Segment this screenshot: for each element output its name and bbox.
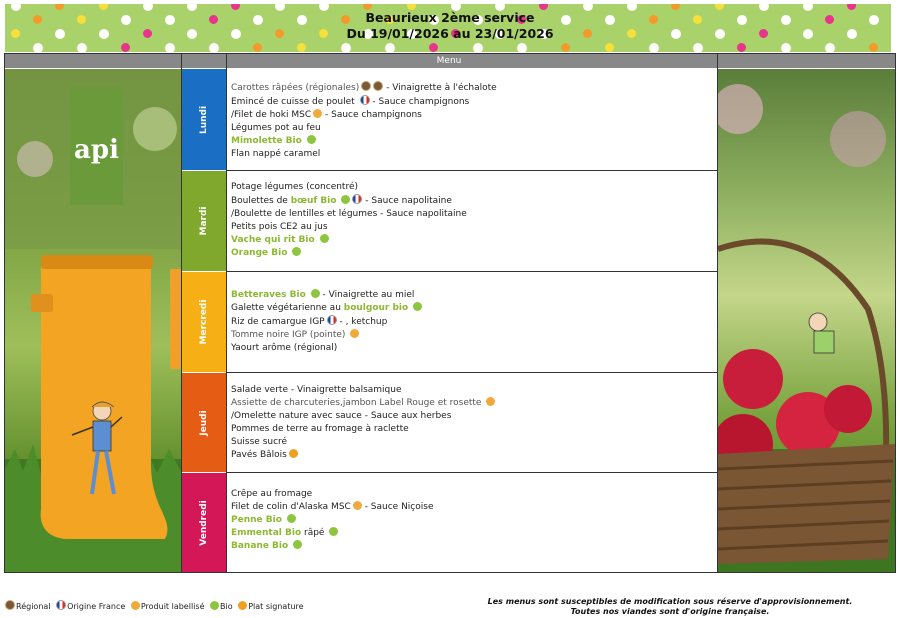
bio-icon bbox=[311, 289, 320, 298]
menu-item-text bbox=[408, 303, 411, 313]
menu-item bbox=[231, 234, 717, 247]
day-label-lundi: Lundi bbox=[182, 69, 226, 170]
page-title bbox=[0, 10, 900, 42]
legend-signature: Plat signature bbox=[248, 602, 304, 611]
menu-item bbox=[231, 488, 717, 501]
header-strip-right bbox=[718, 54, 895, 68]
decorative-dot bbox=[165, 43, 175, 52]
menu-item-text: Flan nappé caramel bbox=[231, 149, 321, 159]
menu-item-text: Galette végétarienne au bbox=[231, 303, 344, 313]
signature-icon bbox=[238, 601, 247, 610]
menu-item-text: Salade verte - Vinaigrette balsamique bbox=[231, 385, 402, 395]
menu-item bbox=[231, 342, 717, 355]
regional-icon bbox=[5, 600, 15, 610]
menu-item-text: - Sauce champignons bbox=[369, 97, 470, 107]
menu-item-text bbox=[481, 398, 484, 408]
decorative-dot bbox=[605, 43, 614, 52]
menu-item-text: Riz de camargue IGP bbox=[231, 317, 325, 327]
menu-item-text bbox=[282, 515, 285, 525]
menu-item bbox=[231, 109, 717, 122]
menu-item-text: Suisse sucré bbox=[231, 437, 288, 447]
menu-item-text: bœuf Bio bbox=[290, 196, 337, 206]
day-label-mardi: Mardi bbox=[182, 171, 226, 271]
menu-item-text: - Vinaigrette à l'échalote bbox=[383, 83, 497, 93]
menu-item-text: Emincé de cuisse de poulet bbox=[231, 97, 358, 107]
decorative-dot bbox=[561, 43, 570, 52]
menu-item-text: Potage légumes (concentré) bbox=[231, 182, 359, 192]
decorative-dot bbox=[737, 43, 746, 52]
decorative-dot bbox=[33, 43, 43, 52]
divider bbox=[181, 54, 182, 572]
decorative-dot bbox=[385, 43, 395, 52]
menu-item-text: Mimolette Bio bbox=[231, 136, 302, 146]
menu-item bbox=[231, 289, 717, 302]
decorative-dot bbox=[121, 43, 130, 52]
menu-item bbox=[231, 135, 717, 148]
menu-item bbox=[231, 501, 717, 514]
menu-item-text bbox=[288, 541, 291, 551]
menu-item-text: - Sauce champignons bbox=[322, 110, 422, 120]
menu-item bbox=[231, 247, 717, 260]
signature-icon bbox=[289, 449, 298, 458]
menu-item-text bbox=[345, 330, 348, 340]
legend bbox=[5, 600, 307, 611]
menu-cell-lundi bbox=[227, 69, 717, 171]
decorative-dot bbox=[473, 43, 483, 52]
france-flag-icon bbox=[360, 95, 370, 105]
menu-item bbox=[231, 527, 717, 540]
menu-item bbox=[231, 449, 717, 462]
menu-item-text: Emmental Bio bbox=[231, 528, 302, 538]
menu-cell-mardi bbox=[227, 171, 717, 272]
bio-icon bbox=[320, 234, 329, 243]
menu-item-text bbox=[302, 136, 305, 146]
menu-item-text: râpé bbox=[301, 528, 328, 538]
menu-item bbox=[231, 410, 717, 423]
menu-item bbox=[231, 540, 717, 553]
menu-item bbox=[231, 221, 717, 234]
bio-icon bbox=[329, 527, 338, 536]
menu-item-text bbox=[306, 290, 309, 300]
menu-item-text: boulgour bio bbox=[343, 303, 409, 313]
menu-item-text: - , ketchup bbox=[336, 317, 388, 327]
divider bbox=[717, 54, 718, 572]
header-strip-left bbox=[5, 54, 181, 68]
decorative-dot bbox=[781, 43, 791, 52]
label-icon bbox=[131, 601, 140, 610]
menu-item-text: Carottes râpées (régionales) bbox=[231, 83, 360, 93]
decorative-dot bbox=[649, 43, 659, 52]
menu-item-text: Pavés Bâlois bbox=[231, 450, 287, 460]
footer-note-line-1: Les menus sont susceptibles de modification sous réserve d'approvisionnement. bbox=[487, 597, 853, 606]
menu-item-text: Orange Bio bbox=[231, 248, 288, 258]
api-logo bbox=[70, 87, 123, 205]
day-label-vendredi: Vendredi bbox=[182, 473, 226, 572]
menu-item bbox=[231, 514, 717, 527]
menu-item-text: Assiette de charcuteries,jambon Label Rouge et rosette bbox=[231, 398, 482, 408]
footer-note-line-2: Toutes nos viandes sont d'origine française. bbox=[570, 607, 770, 616]
regional-icon bbox=[373, 81, 383, 91]
menu-item-text: Légumes pot au feu bbox=[231, 123, 321, 133]
legend-bio: Bio bbox=[220, 602, 233, 611]
decorative-dot bbox=[341, 43, 351, 52]
menu-item-text: Banane Bio bbox=[231, 541, 289, 551]
bio-icon bbox=[307, 135, 316, 144]
menu-item bbox=[231, 181, 717, 194]
menu-item bbox=[231, 384, 717, 397]
france-flag-icon bbox=[56, 600, 66, 610]
menu-item bbox=[231, 329, 717, 342]
bio-icon bbox=[293, 540, 302, 549]
menu-cell-mercredi bbox=[227, 272, 717, 373]
menu-item bbox=[231, 81, 717, 95]
decorative-dot bbox=[869, 43, 878, 52]
menu-item-text: Pommes de terre au fromage à raclette bbox=[231, 424, 409, 434]
menu-item-text: Penne Bio bbox=[231, 515, 282, 525]
child-illustration-icon bbox=[60, 399, 135, 509]
bio-icon bbox=[210, 601, 219, 610]
menu-item bbox=[231, 423, 717, 436]
menu-item-text: Vache qui rit Bio bbox=[231, 235, 315, 245]
apple-basket-illustration bbox=[718, 69, 895, 572]
menu-item-text bbox=[287, 248, 290, 258]
menu-item-text: Filet de colin d'Alaska MSC bbox=[231, 502, 351, 512]
menu-item-text bbox=[315, 235, 318, 245]
menu-item bbox=[231, 436, 717, 449]
decorative-dot bbox=[253, 43, 262, 52]
label-icon bbox=[486, 397, 495, 406]
menu-item-text: Petits pois CE2 au jus bbox=[231, 222, 328, 232]
decorative-dot bbox=[693, 43, 703, 52]
bio-icon bbox=[287, 514, 296, 523]
day-label-jeudi: Jeudi bbox=[182, 373, 226, 472]
menu-item bbox=[231, 302, 717, 315]
menu-item-text: Yaourt arôme (régional) bbox=[231, 343, 338, 353]
api-logo-text: api bbox=[74, 135, 119, 165]
menu-column-header: Menu bbox=[181, 54, 717, 68]
menu-item-text: Tomme noire IGP (pointe) bbox=[231, 330, 346, 340]
france-flag-icon bbox=[327, 315, 337, 325]
decorative-dot bbox=[297, 43, 306, 52]
menu-item bbox=[231, 208, 717, 221]
menu-item-text: - Sauce napolitaine bbox=[362, 196, 452, 206]
day-label-mercredi: Mercredi bbox=[182, 272, 226, 372]
menu-item bbox=[231, 315, 717, 329]
menu-item-text: - Vinaigrette au miel bbox=[319, 290, 415, 300]
decorative-dot bbox=[517, 43, 527, 52]
menu-item bbox=[231, 122, 717, 135]
apple-basket-photo bbox=[718, 69, 895, 572]
bio-icon bbox=[413, 302, 422, 311]
decorative-dot bbox=[209, 43, 219, 52]
legend-regional: Régional bbox=[16, 602, 51, 611]
menu-item-text bbox=[337, 196, 340, 206]
boot-photo bbox=[5, 69, 181, 572]
france-flag-icon bbox=[352, 194, 362, 204]
label-icon bbox=[350, 329, 359, 338]
legend-france: Origine France bbox=[67, 602, 126, 611]
menu-item-text: Betteraves Bio bbox=[231, 290, 306, 300]
label-icon bbox=[353, 501, 362, 510]
decorative-dot bbox=[429, 43, 438, 52]
menu-cell-vendredi bbox=[227, 473, 717, 572]
menu-item bbox=[231, 148, 717, 161]
menu-cell-jeudi bbox=[227, 373, 717, 473]
label-icon bbox=[313, 109, 322, 118]
menu-item-text: /Filet de hoki MSC bbox=[231, 110, 312, 120]
decorative-dot bbox=[77, 43, 87, 52]
menu-item-text: Boulettes de bbox=[231, 196, 291, 206]
menu-item bbox=[231, 95, 717, 109]
menu-item bbox=[231, 194, 717, 208]
regional-icon bbox=[361, 81, 371, 91]
menu-item bbox=[231, 397, 717, 410]
divider bbox=[226, 54, 227, 572]
footer-note bbox=[470, 597, 870, 617]
menu-item-text: /Boulette de lentilles et légumes - Sauce napolitaine bbox=[231, 209, 467, 219]
menu-item-text: - Sauce Niçoise bbox=[361, 502, 434, 512]
decorative-dot bbox=[825, 43, 835, 52]
legend-label: Produit labellisé bbox=[140, 602, 205, 611]
title-line-2: Du 19/01/2026 au 23/01/2026 bbox=[346, 26, 554, 41]
bio-icon bbox=[292, 247, 301, 256]
menu-item-text: /Omelette nature avec sauce - Sauce aux herbes bbox=[231, 411, 452, 421]
bio-icon bbox=[341, 195, 350, 204]
title-line-1: Beaurieux 2ème service bbox=[365, 10, 535, 25]
menu-item-text: Crêpe au fromage bbox=[231, 489, 313, 499]
